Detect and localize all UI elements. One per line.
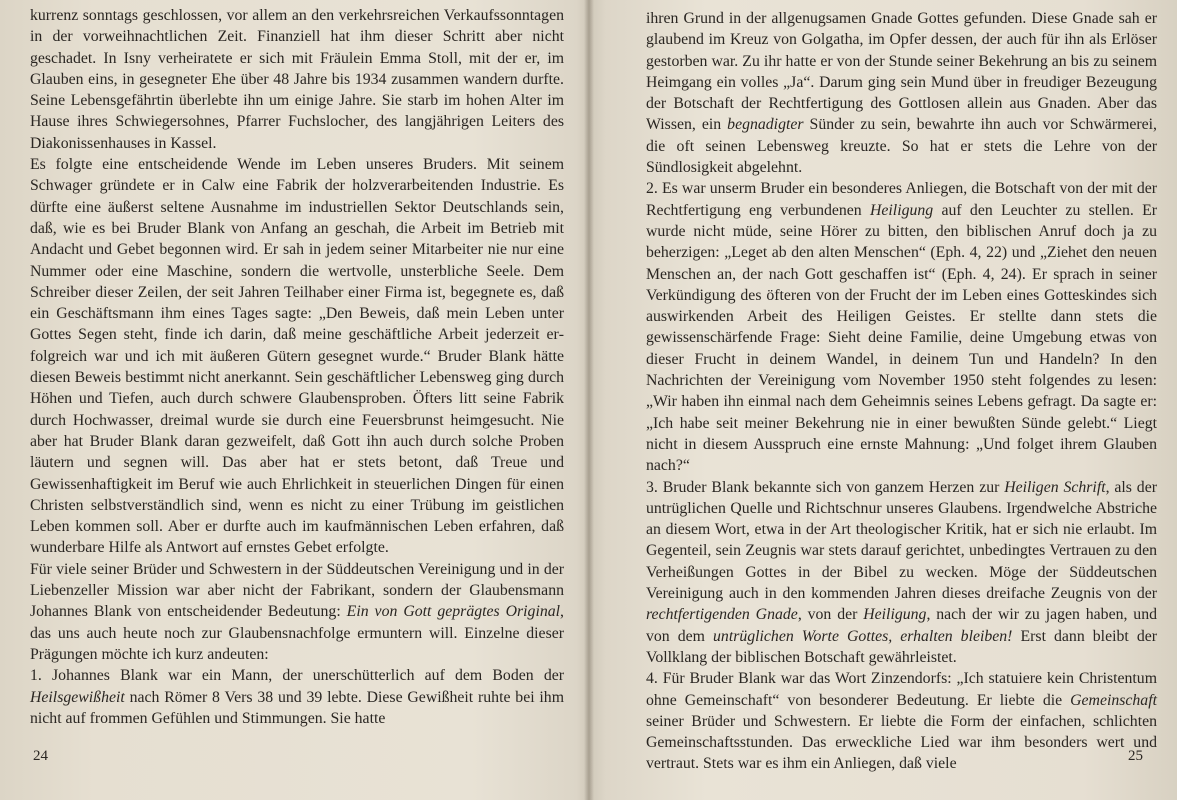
left-paragraph-3-tail: , das uns auch heute noch zur Glaubensnachfolge ermuntern will. Einzelne dieser Prägungen möchte ich kurz andeuten: <box>30 603 564 663</box>
right-paragraph-3-a: 3. Bruder Blank bekannte sich von ganzem Herzen zur <box>646 478 1005 496</box>
right-paragraph-2 <box>646 178 1157 476</box>
right-paragraph-2-italic: Heiligung <box>870 201 934 219</box>
book-gutter <box>584 0 594 800</box>
left-paragraph-3 <box>30 559 564 665</box>
right-paragraph-3-d: , nach der wir zu jagen haben, und von dem <box>646 606 1158 645</box>
left-paragraph-4-italic: Heilsgewißheit <box>30 688 125 706</box>
left-paragraph-3-text: Für viele seiner Brüder und Schwestern in der Süddeutschen Vereinigung und in der Liebenzeller Mission war aber nicht der Fabrikant, sondern der Glaubensmann Johannes Blank von entscheidender Bedeutung: <box>30 560 564 621</box>
right-paragraph-2-b: auf den Leuchter zu stellen. Er wurde nicht müde, seine Hörer zu bitten, den biblischen Anruf doch ja zu beherzigen: „Leget ab den alten Menschen“ (Eph. 4, 22) und „Ziehet den neuen Menschen an, der nach Gott geschaffen ist“ (Eph. 4, 24). Er sprach in seiner Verkündigung des öfteren von der Frucht der im Leben eines Gotteskindes sich auswirkenden Arbeit des Heiligen Geistes. Er stellte dann stets die gewissenschärfende Frage: Sieht deine Familie, deine Umgebung etwas von dieser Frucht in deinem Wandel, in deinem Tun und Handeln? In den Nachrichten der Vereinigung vom November 1950 steht folgendes zu lesen: „Wir haben ihn einmal nach dem Geheimnis seines Lebens gefragt. Da sagte er: „Ich habe seit meiner Bekehrung nie in einer bewußten Sünde gelebt.“ Liegt nicht in diesem Ausspruch eine ernste Mahnung: „Und folget ihrem Glauben nach?“ <box>646 201 1157 475</box>
right-paragraph-3-e: Erst dann bleibt der Vollklang der biblischen Botschaft gewährleistet. <box>646 627 1157 666</box>
right-page-number: 25 <box>1128 748 1143 764</box>
right-paragraph-1-a: ihren Grund in der allgenugsamen Gnade Gottes gefunden. Diese Gnade sah er glaubend im Kreuz von Golgatha, im Opfer dessen, der auch für ihn als Erlöser gestorben war. Zu ihr hatte er von der Stunde seiner Bekehrung an bis zu seinem Heimgang ein volles „Ja“. Darum ging sein Mund über in freudiger Bezeugung der Botschaft der Rechtfertigung des Gottlosen allein aus Gnaden. Aber das Wissen, ein <box>646 10 1157 134</box>
left-paragraph-1: kurrenz sonntags geschlossen, vor allem an den verkehrsreichen Verkaufssonntagen in der vorweihnachtlichen Zeit. Finanziell hat ihm dieser Schritt aber nicht geschadet. In Isny verheiratete er sich mit Fräulein Emma Stoll, mit der er, im Glauben eins, in gesegneter Ehe über 48 Jahre bis 1934 zusammen wandern durfte. Seine Lebensgefährtin überlebte ihn um einige Jahre. Sie starb im hohen Alter im Hause ihres Schwiegersohnes, Pfarrer Fuchslocher, des langjährigen Leiters des Diakonissenhauses in Kassel. <box>30 7 564 152</box>
right-paragraph-3-italic-4: untrüglichen Worte Gottes, erhalten bleiben! <box>713 627 1013 645</box>
right-paragraph-4-b: seiner Brüder und Schwestern. Er liebte die Form der einfachen, schlichten Gemeinschaftsstunden. Das erweckliche Lied war ihm besonders wert und vertraut. Stets war es ihm ein Anliegen, daß viele <box>646 712 1157 773</box>
right-paragraph-4-italic: Gemeinschaft <box>1070 691 1157 709</box>
right-paragraph-3 <box>646 477 1157 669</box>
left-page-text <box>30 5 564 729</box>
right-paragraph-3-italic-3: Heiligung <box>863 606 927 624</box>
right-paragraph-1-b: Sünder zu sein, bewahrte ihn auch vor Schwärmerei, die oft seinen Lebensweg kreuzte. So hat er stets die Lehre von der Sündlosigkeit abgelehnt. <box>646 116 1157 177</box>
left-paragraph-4-text: 1. Johannes Blank war ein Mann, der unerschütterlich auf dem Boden der <box>30 667 564 685</box>
left-paragraph-2: Es folgte eine entscheidende Wende im Leben unseres Bruders. Mit seinem Schwager gründete er in Calw eine Fabrik der holzverarbeitenden Industrie. Es dürfte eine äußerst seltene Ausnahme im industriellen Sektor Deutschlands sein, daß, wie es bei Bruder Blank von Anfang an geschah, die Arbeit im Betrieb mit Andacht und Gebet begonnen wird. Er sah in jedem seiner Mitarbeiter nie nur eine Nummer oder eine Maschine, sondern die wertvolle, unsterbliche Seele. Dem Schreiber dieser Zeilen, der seit Jahren Teilhaber einer Firma ist, begegnete es, daß ein Geschäftsmann ihm eines Tages sagte: „Den Beweis, daß mein Leben unter Gottes Segen steht, finde ich darin, daß meine geschäftliche Arbeit jederzeit erfolgreich war und ich mit äußeren Gütern gesegnet wurde.“ Bruder Blank hätte diesen Beweis bestimmt nicht anerkannt. Sein geschäftlicher Lebensweg ging durch Höhen und Tiefen, auch durch schwere Glaubensproben. Öfters litt seine Fabrik durch Hochwasser, dreimal wurde sie durch eine Feuersbrunst heimgesucht. Nie aber hat Bruder Blank daran gezweifelt, daß Gott ihn auch durch solche Proben läutern und segnen will. Das aber hat er stets betont, daß Treue und Gewissenhaftigkeit im Beruf wie auch Ehrlichkeit in steuerlichen Dingen für einen Christen selbstverständlich sind, wenn es nicht zu einer Trübung im geistlichen Leben kommen soll. Aber er durfte auch im kaufmännischen Leben erfahren, daß wunderbare Hilfe als Antwort auf ernstes Gebet erfolgte. <box>30 156 564 557</box>
right-paragraph-3-italic-2: rechtfertigenden Gnade <box>646 606 798 624</box>
right-paragraph-1 <box>646 8 1157 178</box>
right-paragraph-3-italic-1: Heiligen Schrift <box>1004 478 1106 496</box>
right-paragraph-3-b: , als der untrüglichen Quelle und Richtschnur unseres Glaubens. Irgendwelche Abstriche an diesem Wort, etwa in der Art theologischer Kritik, hat er sich nie erlaubt. Im Gegenteil, sein Zeugnis war stets darauf gerichtet, unbedingtes Vertrauen zu den Verheißungen Gottes in der Bibel zu wecken. Möge der Süddeutschen Vereinigung auch in den kommenden Jahren dieses dreifache Zeugnis von der <box>646 478 1157 603</box>
right-page-text <box>646 8 1157 775</box>
right-paragraph-4-a: 4. Für Bruder Blank war das Wort Zinzendorfs: „Ich statuiere kein Christentum ohne Gemeinschaft“ von besonderer Bedeutung. Er liebte die <box>646 670 1157 709</box>
right-paragraph-1-italic: begnadigter <box>727 116 804 134</box>
left-paragraph-3-italic: Ein von Gott geprägtes Original <box>346 603 561 621</box>
left-page <box>0 0 584 800</box>
right-paragraph-2-a: 2. Es war unserm Bruder ein besonderes Anliegen, die Botschaft von der mit der Rechtfertigung eng verbundenen <box>646 180 1157 219</box>
right-page <box>594 0 1177 800</box>
right-paragraph-3-c: , von der <box>797 606 864 624</box>
left-paragraph-4-tail: nach Römer 8 Vers 38 und 39 lebte. Diese Gewißheit ruhte bei ihm nicht auf frommen Gefühlen und Stimmungen. Sie hatte <box>30 688 564 727</box>
left-paragraph-4 <box>30 665 564 729</box>
left-page-number: 24 <box>33 748 48 764</box>
right-paragraph-4 <box>646 668 1157 774</box>
